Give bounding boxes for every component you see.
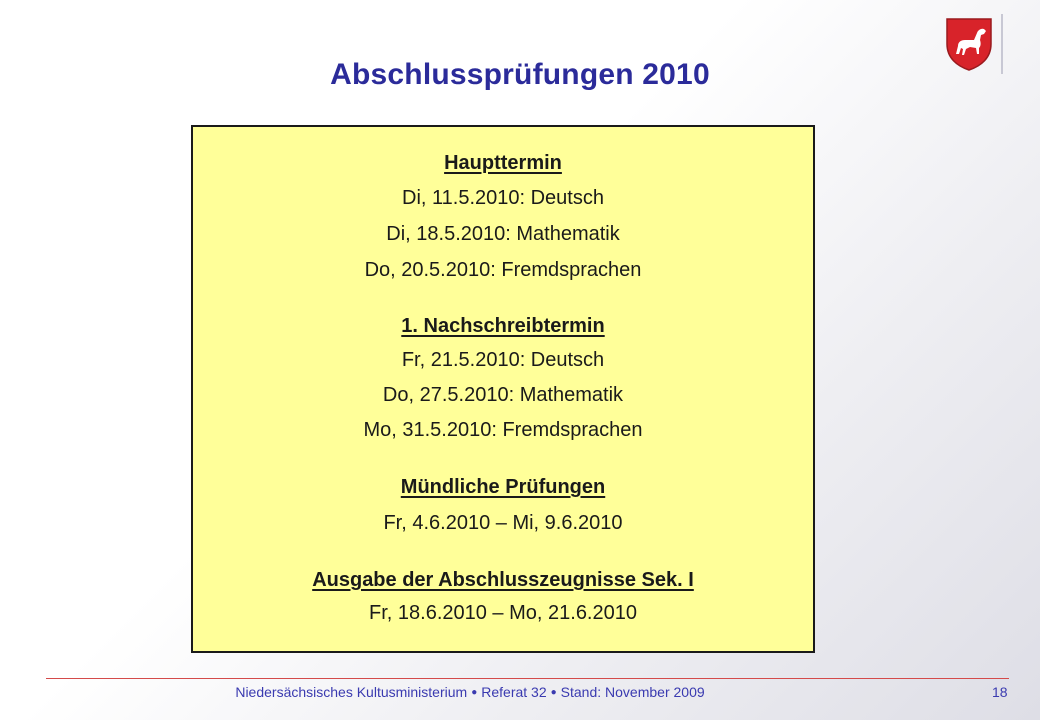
footer-ministry: Niedersächsisches Kultusministerium <box>235 684 468 700</box>
exam-schedule-box <box>191 125 815 653</box>
footer-divider <box>46 678 1009 679</box>
page-number: 18 <box>992 684 1008 700</box>
footer-info <box>0 684 940 700</box>
main-exam-entry: Di, 18.5.2010: Mathematik <box>386 223 620 245</box>
lower-saxony-horse-crest-icon <box>944 16 994 72</box>
main-exam-heading: Haupttermin <box>444 152 562 174</box>
slide-title: Abschlussprüfungen 2010 <box>330 58 710 91</box>
footer-separator: ● <box>550 687 557 698</box>
oral-exams-entry: Fr, 4.6.2010 – Mi, 9.6.2010 <box>383 512 623 534</box>
crest-divider <box>1001 14 1003 74</box>
main-exam-entry: Do, 20.5.2010: Fremdsprachen <box>364 259 642 281</box>
footer-department: Referat 32 <box>481 684 547 700</box>
makeup-exam-heading: 1. Nachschreibtermin <box>401 315 605 337</box>
certificates-heading: Ausgabe der Abschlusszeugnisse Sek. I <box>312 569 694 591</box>
main-exam-entry: Di, 11.5.2010: Deutsch <box>402 187 604 209</box>
certificates-entry: Fr, 18.6.2010 – Mo, 21.6.2010 <box>369 602 637 624</box>
makeup-exam-entry: Fr, 21.5.2010: Deutsch <box>401 349 605 371</box>
makeup-exam-entry: Mo, 31.5.2010: Fremdsprachen <box>363 419 643 441</box>
oral-exams-heading: Mündliche Prüfungen <box>400 476 606 498</box>
makeup-exam-entry: Do, 27.5.2010: Mathematik <box>382 384 624 406</box>
footer-status: Stand: November 2009 <box>560 684 705 700</box>
footer-separator: ● <box>471 687 478 698</box>
